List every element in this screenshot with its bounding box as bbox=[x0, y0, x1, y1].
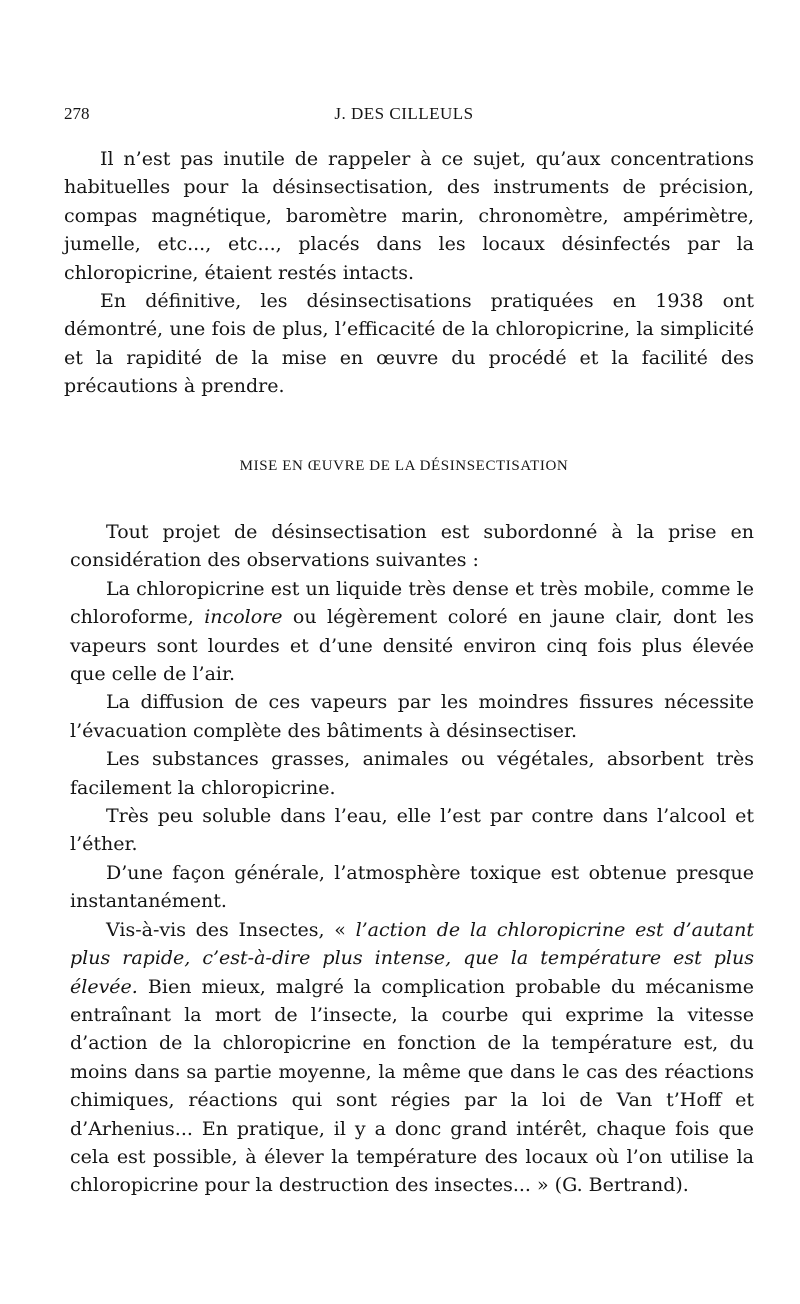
paragraph: Très peu soluble dans l’eau, elle l’est par contre dans l’alcool et l’éther. bbox=[70, 805, 754, 856]
paragraph bbox=[70, 916, 754, 1200]
paragraph: Il n’est pas inutile de rappeler à ce sujet, qu’aux concentrations habituelles pour la désinsectisation, des instruments de précision, compas magnétique, baromètre marin, chronomètre, ampérimètre, jumelle, etc..., etc..., placés dans les locaux désinfectés par la chloropicrine, étaient restés intacts. bbox=[64, 148, 754, 284]
text-run: ou légèrement coloré en jaune clair, dont les vapeurs sont lourdes et d’une densité environ cinq fois plus élevée que celle de l’air. bbox=[70, 606, 754, 686]
running-head: J. DES CILLEULS bbox=[334, 104, 474, 123]
text-block-bottom bbox=[70, 518, 754, 1200]
paragraph: La diffusion de ces vapeurs par les moindres fissures nécessite l’évacuation complète des bâtiments à désinsectiser. bbox=[70, 691, 754, 742]
text-block-top bbox=[64, 145, 754, 401]
text-run: Vis-à-vis des Insectes, « bbox=[106, 918, 356, 941]
paragraph: Les substances grasses, animales ou végétales, absorbent très facilement la chloropicrine. bbox=[70, 748, 754, 799]
paragraph: Tout projet de désinsectisation est subordonné à la prise en considération des observations suivantes : bbox=[70, 521, 754, 572]
italic-quote: l’action de la chloropicrine est d’autant plus rapide, c’est-à-dire plus intense, que la température est plus élevée. bbox=[70, 918, 754, 998]
paragraph bbox=[70, 575, 754, 689]
page-number: 278 bbox=[64, 104, 90, 123]
text-run: Bien mieux, malgré la complication probable du mécanisme entraînant la mort de l’insecte, la courbe qui exprime la vitesse d’action de la chloropicrine en fonction de la température est, du moins dans sa partie moyenne, la même que dans le cas des réactions chimiques, réactions qui sont régies par la loi de Van t’Hoff et d’Arhenius... En pratique, il y a donc grand intérêt, chaque fois que cela est possible, à élever la température des locaux où l’on utilise la chloropicrine pour la destruction des insectes... » (G. Bertrand). bbox=[70, 975, 754, 1197]
paragraph: En définitive, les désinsectisations pratiquées en 1938 ont démontré, une fois de plus, l’efficacité de la chloropicrine, la simplicité et la rapidité de la mise en œuvre du procédé et la facilité des précautions à prendre. bbox=[64, 290, 754, 398]
text-run: La chloropicrine est un liquide très dense et très mobile, comme le chloroforme, bbox=[70, 577, 754, 629]
section-title: MISE EN ŒUVRE DE LA DÉSINSECTISATION bbox=[239, 458, 569, 474]
page-header bbox=[64, 100, 744, 130]
italic-run: incolore bbox=[204, 606, 283, 629]
paragraph: D’une façon générale, l’atmosphère toxique est obtenue presque instantanément. bbox=[70, 861, 754, 913]
